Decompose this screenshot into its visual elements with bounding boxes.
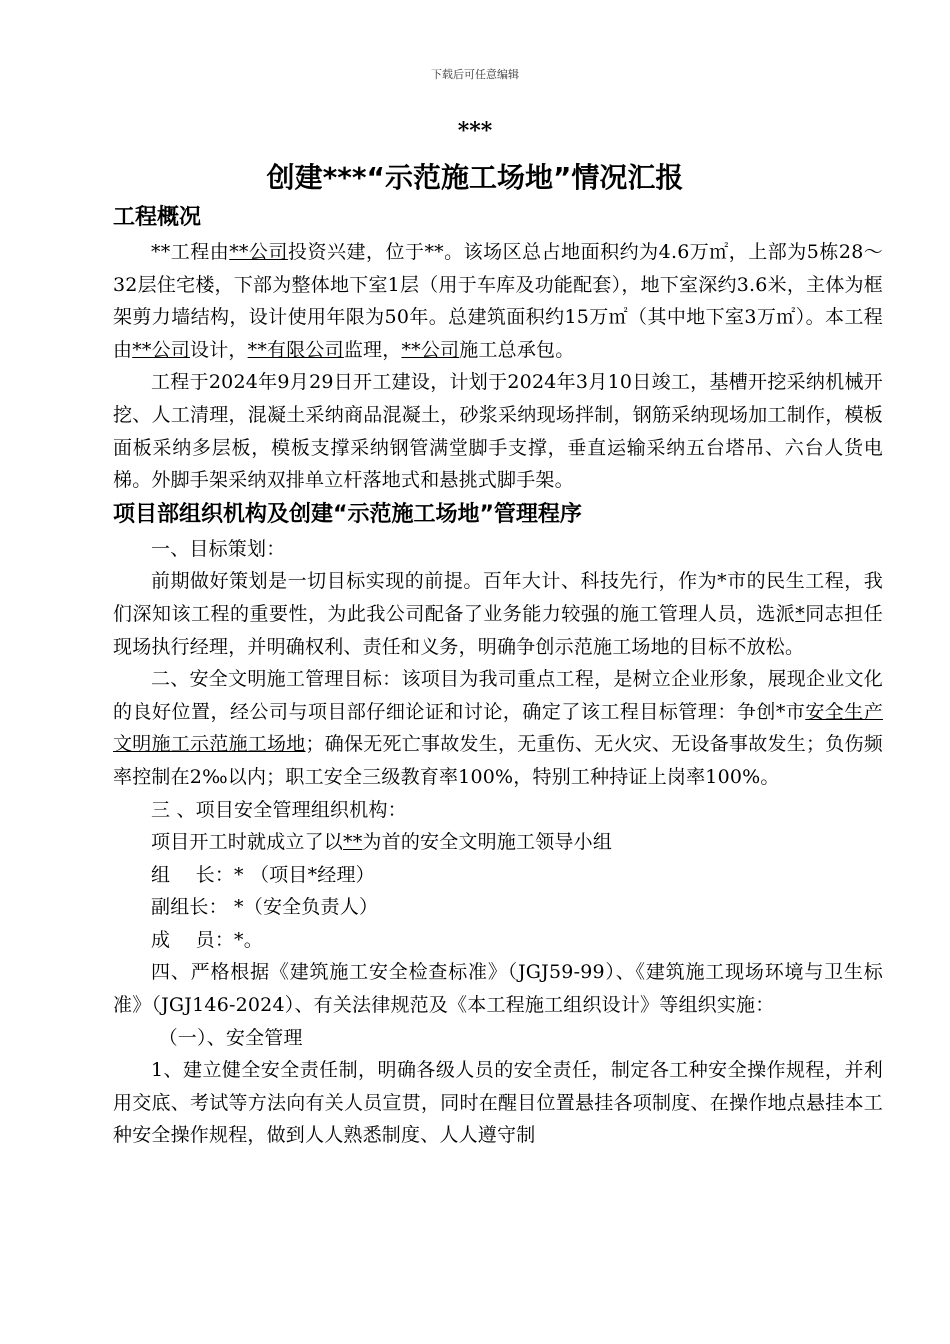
- text-run: ；确保无死亡事故发生，无重伤、无火灾、无设备事故发生；负伤频率控制在2‰以内；职工安全三级教育率100%，特别工种持证上岗率100%。: [113, 733, 883, 788]
- header-note: 下载后可任意编辑: [431, 68, 519, 81]
- underlined-text: **公司: [132, 338, 191, 361]
- paragraph-overview-1: [113, 236, 883, 366]
- text-run: **工程由: [151, 241, 230, 263]
- page-title: 创建***“示范施工场地”情况汇报: [266, 161, 684, 194]
- paragraph-safety-goal: [113, 663, 883, 793]
- text-run: 二、安全文明施工管理目标：该项目为我司重点工程，是树立企业形象，展现企业文化的良好位置，经公司与项目部仔细论证和讨论，确定了该工程目标管理：争创*市: [113, 668, 883, 723]
- title-stars: ***: [457, 118, 493, 144]
- vice-leader-line: 副组长： *（安全负责人）: [151, 896, 379, 919]
- underlined-text: **公司: [229, 241, 288, 263]
- underlined-text: *: [795, 602, 805, 625]
- underlined-text: **: [343, 831, 363, 854]
- text-run: 投资兴建，位于**。该场区总占地面积约为4.6万㎡，上部为5栋28～32层住宅楼，下部为整体地下室1层（用于车库及功能配套），地下室深约3.6米，主体为框架剪力墙结构，设计使用年限为50年。总建筑面积约15万㎡（其中地下室3万㎡）。本工程由: [113, 241, 883, 361]
- paragraph-responsibility-system: 1、建立健全安全责任制，明确各级人员的安全责任，制定各工种安全操作规程，并利用交底、考试等方法向有关人员宣贯，同时在醒目位置悬挂各项制度、在操作地点悬挂本工种安全操作规程，做到人人熟悉制度、人人遵守制: [113, 1059, 883, 1147]
- underlined-text: **有限公司: [247, 338, 344, 361]
- subheading-safety-management: （一）、安全管理: [158, 1026, 303, 1049]
- members-line: 成 员：*。: [151, 928, 263, 951]
- paragraph-goal-planning: [113, 565, 883, 663]
- text-run: 设计，: [190, 338, 248, 361]
- section-heading-overview: 工程概况: [113, 205, 202, 230]
- paragraph-overview-2: 工程于2024年9月29日开工建设，计划于2024年3月10日竣工，基槽开挖采纳机械开挖、人工清理，混凝土采纳商品混凝土，砂浆采纳现场拌制，钢筋采纳现场加工制作，模板面板采纳多层板，模板支撑采纳钢管满堂脚手支撑，垂直运输采纳五台塔吊、六台人货电梯。外脚手架采纳双排单立杆落地式和悬挑式脚手架。: [113, 371, 883, 492]
- text-run: 施工总承包。: [459, 338, 575, 361]
- document-body: [113, 200, 883, 1152]
- text-run: 前期做好策划是一切目标实现的前提。百年大计、科技先行，作为*市的民生工程，我们深知该工程的重要性，为此我公司配备了业务能力较强的施工管理人员，选派: [113, 570, 883, 625]
- underlined-text: **公司: [401, 338, 460, 361]
- paragraph-leading-group: [113, 826, 883, 859]
- text-run: 为首的安全文明施工领导小组: [362, 831, 613, 854]
- underlined-text: 安全生产文明施工示范施工场地: [113, 700, 883, 756]
- text-run: 监理，: [343, 338, 402, 361]
- text-run: 同志担任现场执行经理，并明确权利、责任和义务，明确争创示范施工场地的目标不放松。: [113, 602, 883, 658]
- paragraph-standards: 四、严格根据《建筑施工安全检查标准》（JGJ59-99）、《建筑施工现场环境与卫生标准》（JGJ146-2024）、有关法律规范及《本工程施工组织设计》等组织实施：: [113, 961, 883, 1017]
- list-item-org-structure: 三 、项目安全管理组织机构：: [151, 798, 407, 821]
- list-item-goal-planning: 一、目标策划：: [151, 537, 286, 560]
- text-run: 项目开工时就成立了以: [151, 831, 344, 854]
- section-heading-org: 项目部组织机构及创建“示范施工场地”管理程序: [113, 501, 582, 527]
- group-leader-line: 组 长：* （项目*经理）: [151, 863, 375, 886]
